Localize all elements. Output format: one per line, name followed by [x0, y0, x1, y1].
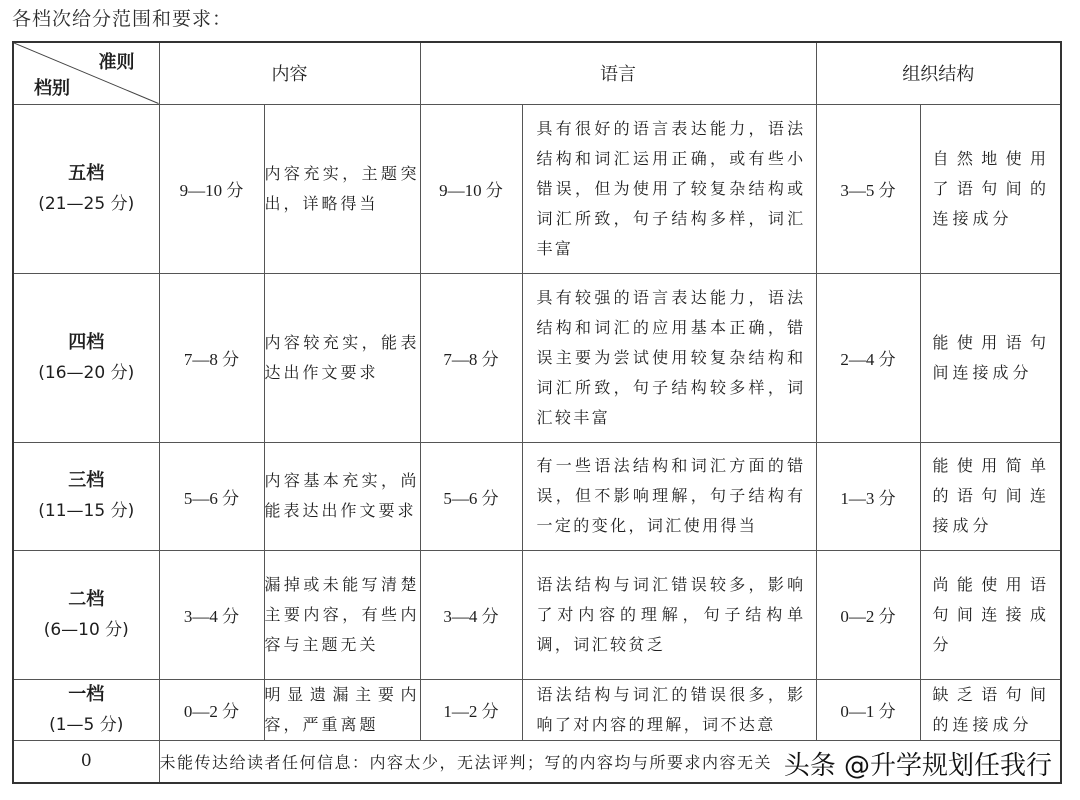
- language-score: 5—6 分: [420, 442, 522, 550]
- org-desc: 尚能使用语句间连接成分: [920, 550, 1061, 679]
- content-score: 0—2 分: [159, 679, 264, 740]
- table-row-level-5: [13, 104, 1061, 273]
- level-cell: [13, 442, 159, 550]
- level-name: 四档: [68, 331, 105, 353]
- org-desc: 能使用简单的语句间连接成分: [920, 442, 1061, 550]
- zero-desc: 未能传达给读者任何信息：内容太少，无法评判；写的内容均与所要求内容无关: [159, 740, 1061, 783]
- content-score: 3—4 分: [159, 550, 264, 679]
- table-row-level-4: [13, 273, 1061, 442]
- diagonal-header-cell: [13, 42, 159, 104]
- content-desc: 内容充实，主题突出，详略得当: [264, 104, 420, 273]
- language-score: 7—8 分: [420, 273, 522, 442]
- table-row-level-1: [13, 679, 1061, 740]
- org-score: 2—4 分: [816, 273, 920, 442]
- content-desc: 内容基本充实，尚能表达出作文要求: [264, 442, 420, 550]
- level-range: (16—20 分): [38, 362, 135, 383]
- level-cell: [13, 104, 159, 273]
- header-content: 内容: [159, 42, 420, 104]
- level-name: 二档: [68, 588, 105, 610]
- org-score: 0—1 分: [816, 679, 920, 740]
- level-cell: [13, 273, 159, 442]
- content-desc: 明显遗漏主要内容，严重离题: [264, 679, 420, 740]
- watermark: 头条 @升学规划任我行: [780, 745, 1056, 782]
- content-score: 5—6 分: [159, 442, 264, 550]
- level-range: (11—15 分): [38, 501, 135, 521]
- language-desc: 语法结构与词汇的错误很多，影响了对内容的理解，词不达意: [522, 679, 816, 740]
- header-language: 语言: [420, 42, 816, 104]
- language-score: 9—10 分: [420, 104, 522, 273]
- level-name: 五档: [68, 162, 105, 184]
- org-score: 0—2 分: [816, 550, 920, 679]
- zero-label: 0: [13, 740, 159, 783]
- table-row-level-3: [13, 442, 1061, 550]
- org-desc: 缺乏语句间的连接成分: [920, 679, 1061, 740]
- table-row-level-2: [13, 550, 1061, 679]
- language-score: 3—4 分: [420, 550, 522, 679]
- language-score: 1—2 分: [420, 679, 522, 740]
- org-desc: 能使用语句间连接成分: [920, 273, 1061, 442]
- language-desc: 具有很好的语言表达能力，语法结构和词汇运用正确，或有些小错误，但为使用了较复杂结构或词汇所致，句子结构多样，词汇丰富: [522, 104, 816, 273]
- level-name: 一档: [68, 683, 105, 705]
- level-cell: [13, 679, 159, 740]
- level-name: 三档: [68, 470, 105, 491]
- content-score: 9—10 分: [159, 104, 264, 273]
- header-organization: 组织结构: [816, 42, 1061, 104]
- language-desc: 有一些语法结构和词汇方面的错误，但不影响理解，句子结构有一定的变化，词汇使用得当: [522, 442, 816, 550]
- content-score: 7—8 分: [159, 273, 264, 442]
- org-score: 3—5 分: [816, 104, 920, 273]
- intro-text: 各档次给分范围和要求：: [12, 8, 233, 30]
- level-label: 档别: [34, 77, 70, 99]
- level-range: (6—10 分): [43, 619, 129, 640]
- language-desc: 具有较强的语言表达能力，语法结构和词汇的应用基本正确，错误主要为尝试使用较复杂结构和词汇所致，句子结构较多样，词汇较丰富: [522, 273, 816, 442]
- level-cell: [13, 550, 159, 679]
- scoring-rubric-table: [12, 41, 1062, 784]
- org-score: 1—3 分: [816, 442, 920, 550]
- level-range: (1—5 分): [49, 714, 124, 735]
- org-desc: 自然地使用了语句间的连接成分: [920, 104, 1061, 273]
- level-range: (21—25 分): [38, 193, 135, 214]
- language-desc: 语法结构与词汇错误较多，影响了对内容的理解，句子结构单调，词汇较贫乏: [522, 550, 816, 679]
- criteria-label: 准则: [98, 52, 135, 73]
- content-desc: 漏掉或未能写清楚主要内容，有些内容与主题无关: [264, 550, 420, 679]
- content-desc: 内容较充实，能表达出作文要求: [264, 273, 420, 442]
- header-row: [13, 42, 1061, 104]
